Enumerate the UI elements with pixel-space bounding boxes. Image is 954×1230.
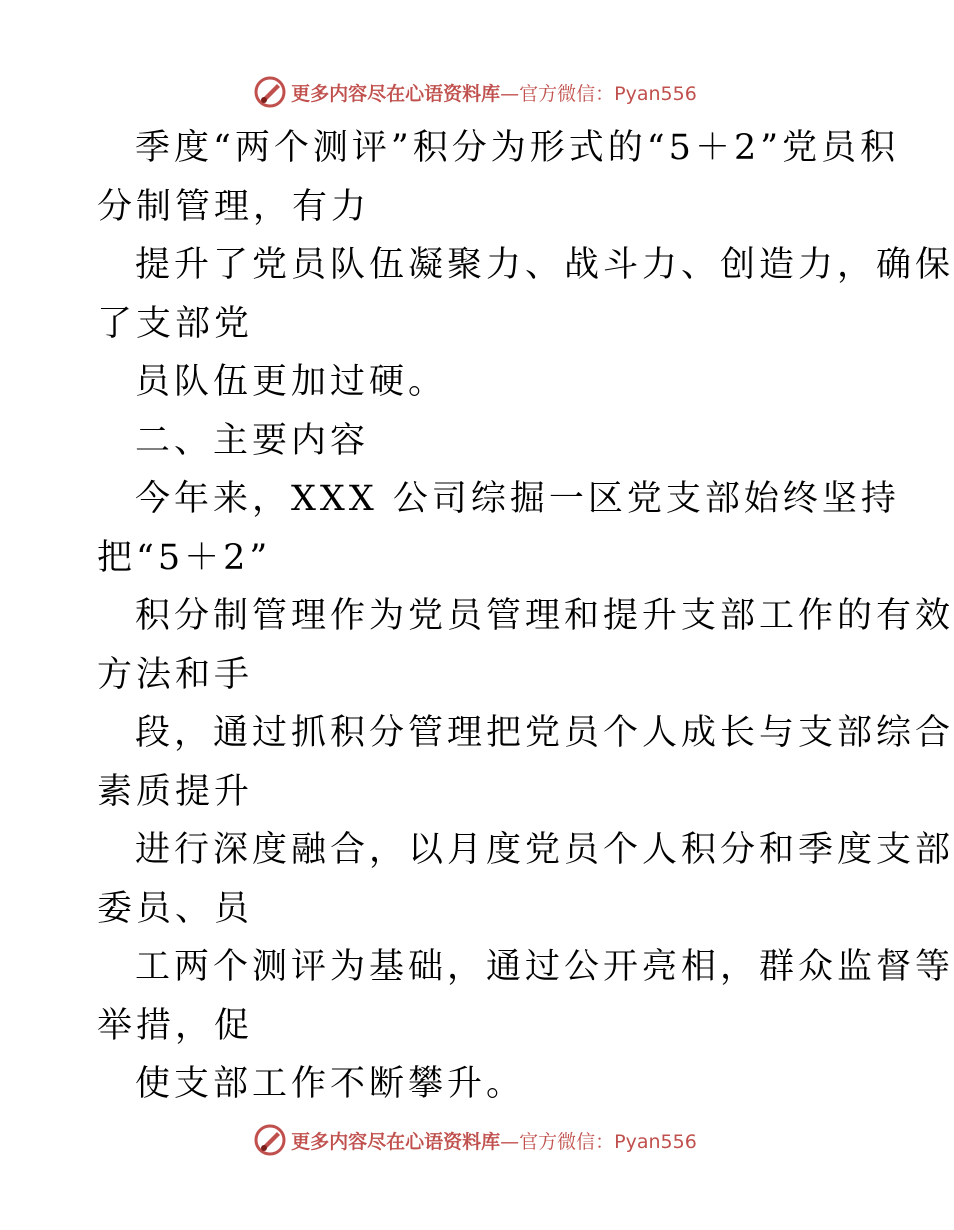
- footer-title: 更多内容尽在心语资料库: [291, 1130, 501, 1153]
- paragraph-line: 进行深度融合，以月度党员个人积分和季度支部: [135, 830, 954, 870]
- paragraph-line: 提升了党员队伍凝聚力、战斗力、创造力，确保: [135, 245, 954, 285]
- paragraph-line: 举措，促: [97, 1005, 254, 1046]
- banner-contact: 官方微信：Pyan556: [519, 82, 697, 105]
- paragraph-line: 素质提升: [97, 771, 254, 812]
- banner-title: 更多内容尽在心语资料库: [291, 82, 501, 105]
- paragraph-line: 工两个测评为基础，通过公开亮相，群众监督等: [135, 947, 954, 987]
- paragraph-line: 使支部工作不断攀升。: [135, 1064, 526, 1104]
- paragraph-line: 把“5＋2”: [97, 537, 272, 578]
- paragraph-line: 二、主要内容: [135, 420, 370, 461]
- document-body: [97, 119, 954, 1114]
- paragraph-line: 段，通过抓积分管理把党员个人成长与支部综合: [135, 713, 954, 753]
- paragraph-line: 员队伍更加过硬。: [135, 362, 448, 402]
- paragraph-line: 季度“两个测评”积分为形式的“5＋2”党员积: [135, 128, 900, 168]
- paragraph-line: 方法和手: [97, 654, 254, 695]
- paragraph-line: 分制管理，有力: [97, 186, 371, 227]
- header-banner: [0, 72, 950, 112]
- banner-dash: —: [500, 82, 520, 105]
- paragraph-line: 今年来，XXX 公司综掘一区党支部始终坚持: [135, 479, 900, 519]
- footer-dash: —: [500, 1130, 520, 1153]
- footer-banner: [0, 1120, 950, 1160]
- paragraph-line: 了支部党: [97, 303, 254, 344]
- brush-seal-logo-icon: [253, 75, 287, 109]
- paragraph-line: 委员、员: [97, 888, 254, 929]
- brush-seal-logo-icon: [253, 1123, 287, 1157]
- paragraph-line: 积分制管理作为党员管理和提升支部工作的有效: [135, 596, 954, 636]
- footer-contact: 官方微信：Pyan556: [519, 1130, 697, 1153]
